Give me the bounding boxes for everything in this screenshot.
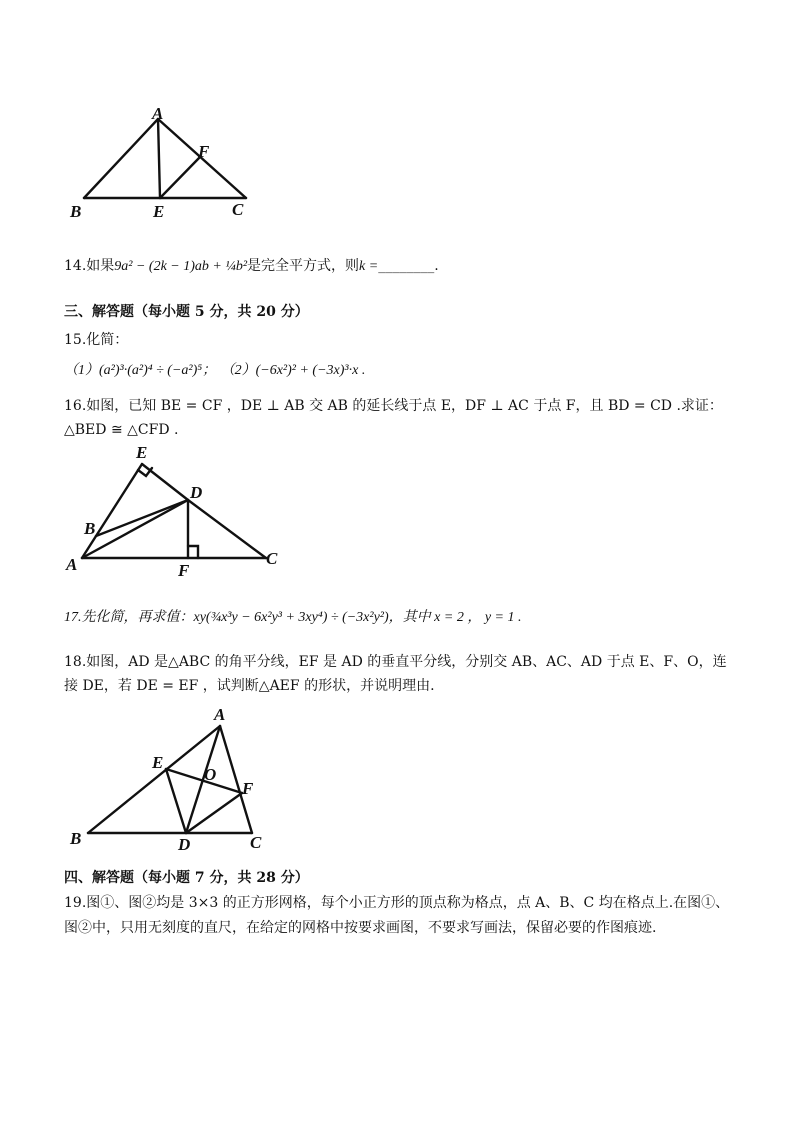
fig16-label-b: B (84, 519, 96, 538)
section-4-title: 四、解答题（每小题 7 分，共 28 分） (64, 870, 309, 886)
fig13-label-a: A (152, 105, 164, 123)
q14-expression: 9a² − (2k − 1)ab + ¼b² (114, 259, 248, 274)
q15-parts (64, 360, 365, 381)
fig18-label-e: E (152, 753, 164, 772)
q14-end: . (434, 258, 439, 274)
fig13-label-e: E (153, 202, 165, 221)
fig16-label-c: C (266, 549, 278, 568)
section-3-title: 三、解答题（每小题 5 分，共 20 分） (64, 304, 309, 320)
figure-triangle-abc-bisector (60, 702, 280, 852)
q14-variable: k = (359, 259, 379, 274)
fig13-label-f: F (198, 142, 210, 161)
fig16-label-d: D (190, 483, 203, 502)
fig18-label-a: A (214, 705, 226, 724)
q19-line-2: 图②中，只用无刻度的直尺，在给定的网格中按要求画图，不要求写画法，保留必要的作图痕迹. (64, 920, 657, 936)
fig13-label-b: B (70, 202, 82, 221)
q14-prefix: 14.如果 (64, 258, 115, 274)
q19-line-1: 19.图①、图②均是 3×3 的正方形网格，每个小正方形的顶点称为格点，点 A、B、C 均在格点上.在图①、 (64, 895, 730, 911)
fig18-label-d: D (178, 835, 191, 852)
question-14 (64, 256, 439, 277)
figure-triangle-abc-ef (60, 105, 260, 225)
q14-answer-blank[interactable]: ________ (378, 258, 435, 274)
fig13-label-c: C (232, 200, 244, 219)
q14-middle: 是完全平方式，则 (247, 258, 360, 274)
q16-line-1: 16.如图，已知 BE = CF ，DE ⊥ AB 交 AB 的延长线于点 E，DF ⊥ AC 于点 F，且 BD = CD .求证： (64, 398, 723, 414)
q15-part-1: （1）(a²)³·(a²)⁴ ÷ (−a²)⁵； (64, 363, 217, 378)
fig16-label-e: E (136, 443, 148, 462)
fig16-label-a: A (66, 555, 78, 574)
fig18-label-b: B (70, 829, 82, 848)
q17-text: 17.先化简，再求值：xy(¾x³y − 6x²y³ + 3xy⁴) ÷ (−3x²y²)，其中 x = 2 ， y = 1 . (64, 610, 522, 625)
q18-line-1: 18.如图，AD 是△ABC 的角平分线，EF 是 AD 的垂直平分线，分别交 AB、AC、AD 于点 E、F、O，连 (64, 654, 727, 670)
fig16-label-f: F (178, 561, 190, 580)
fig18-label-c: C (250, 833, 262, 852)
fig18-label-o: O (204, 765, 217, 784)
fig18-label-f: F (242, 779, 254, 798)
q18-line-2: 接 DE，若 DE = EF ，试判断△AEF 的形状，并说明理由. (64, 678, 435, 694)
q16-line-2: △BED ≅ △CFD . (64, 422, 179, 438)
q15-title: 15.化简： (64, 332, 129, 348)
figure-triangle-bed-cfd (60, 440, 300, 580)
q15-part-2: （2）(−6x²)² + (−3x)³·x . (220, 363, 366, 378)
